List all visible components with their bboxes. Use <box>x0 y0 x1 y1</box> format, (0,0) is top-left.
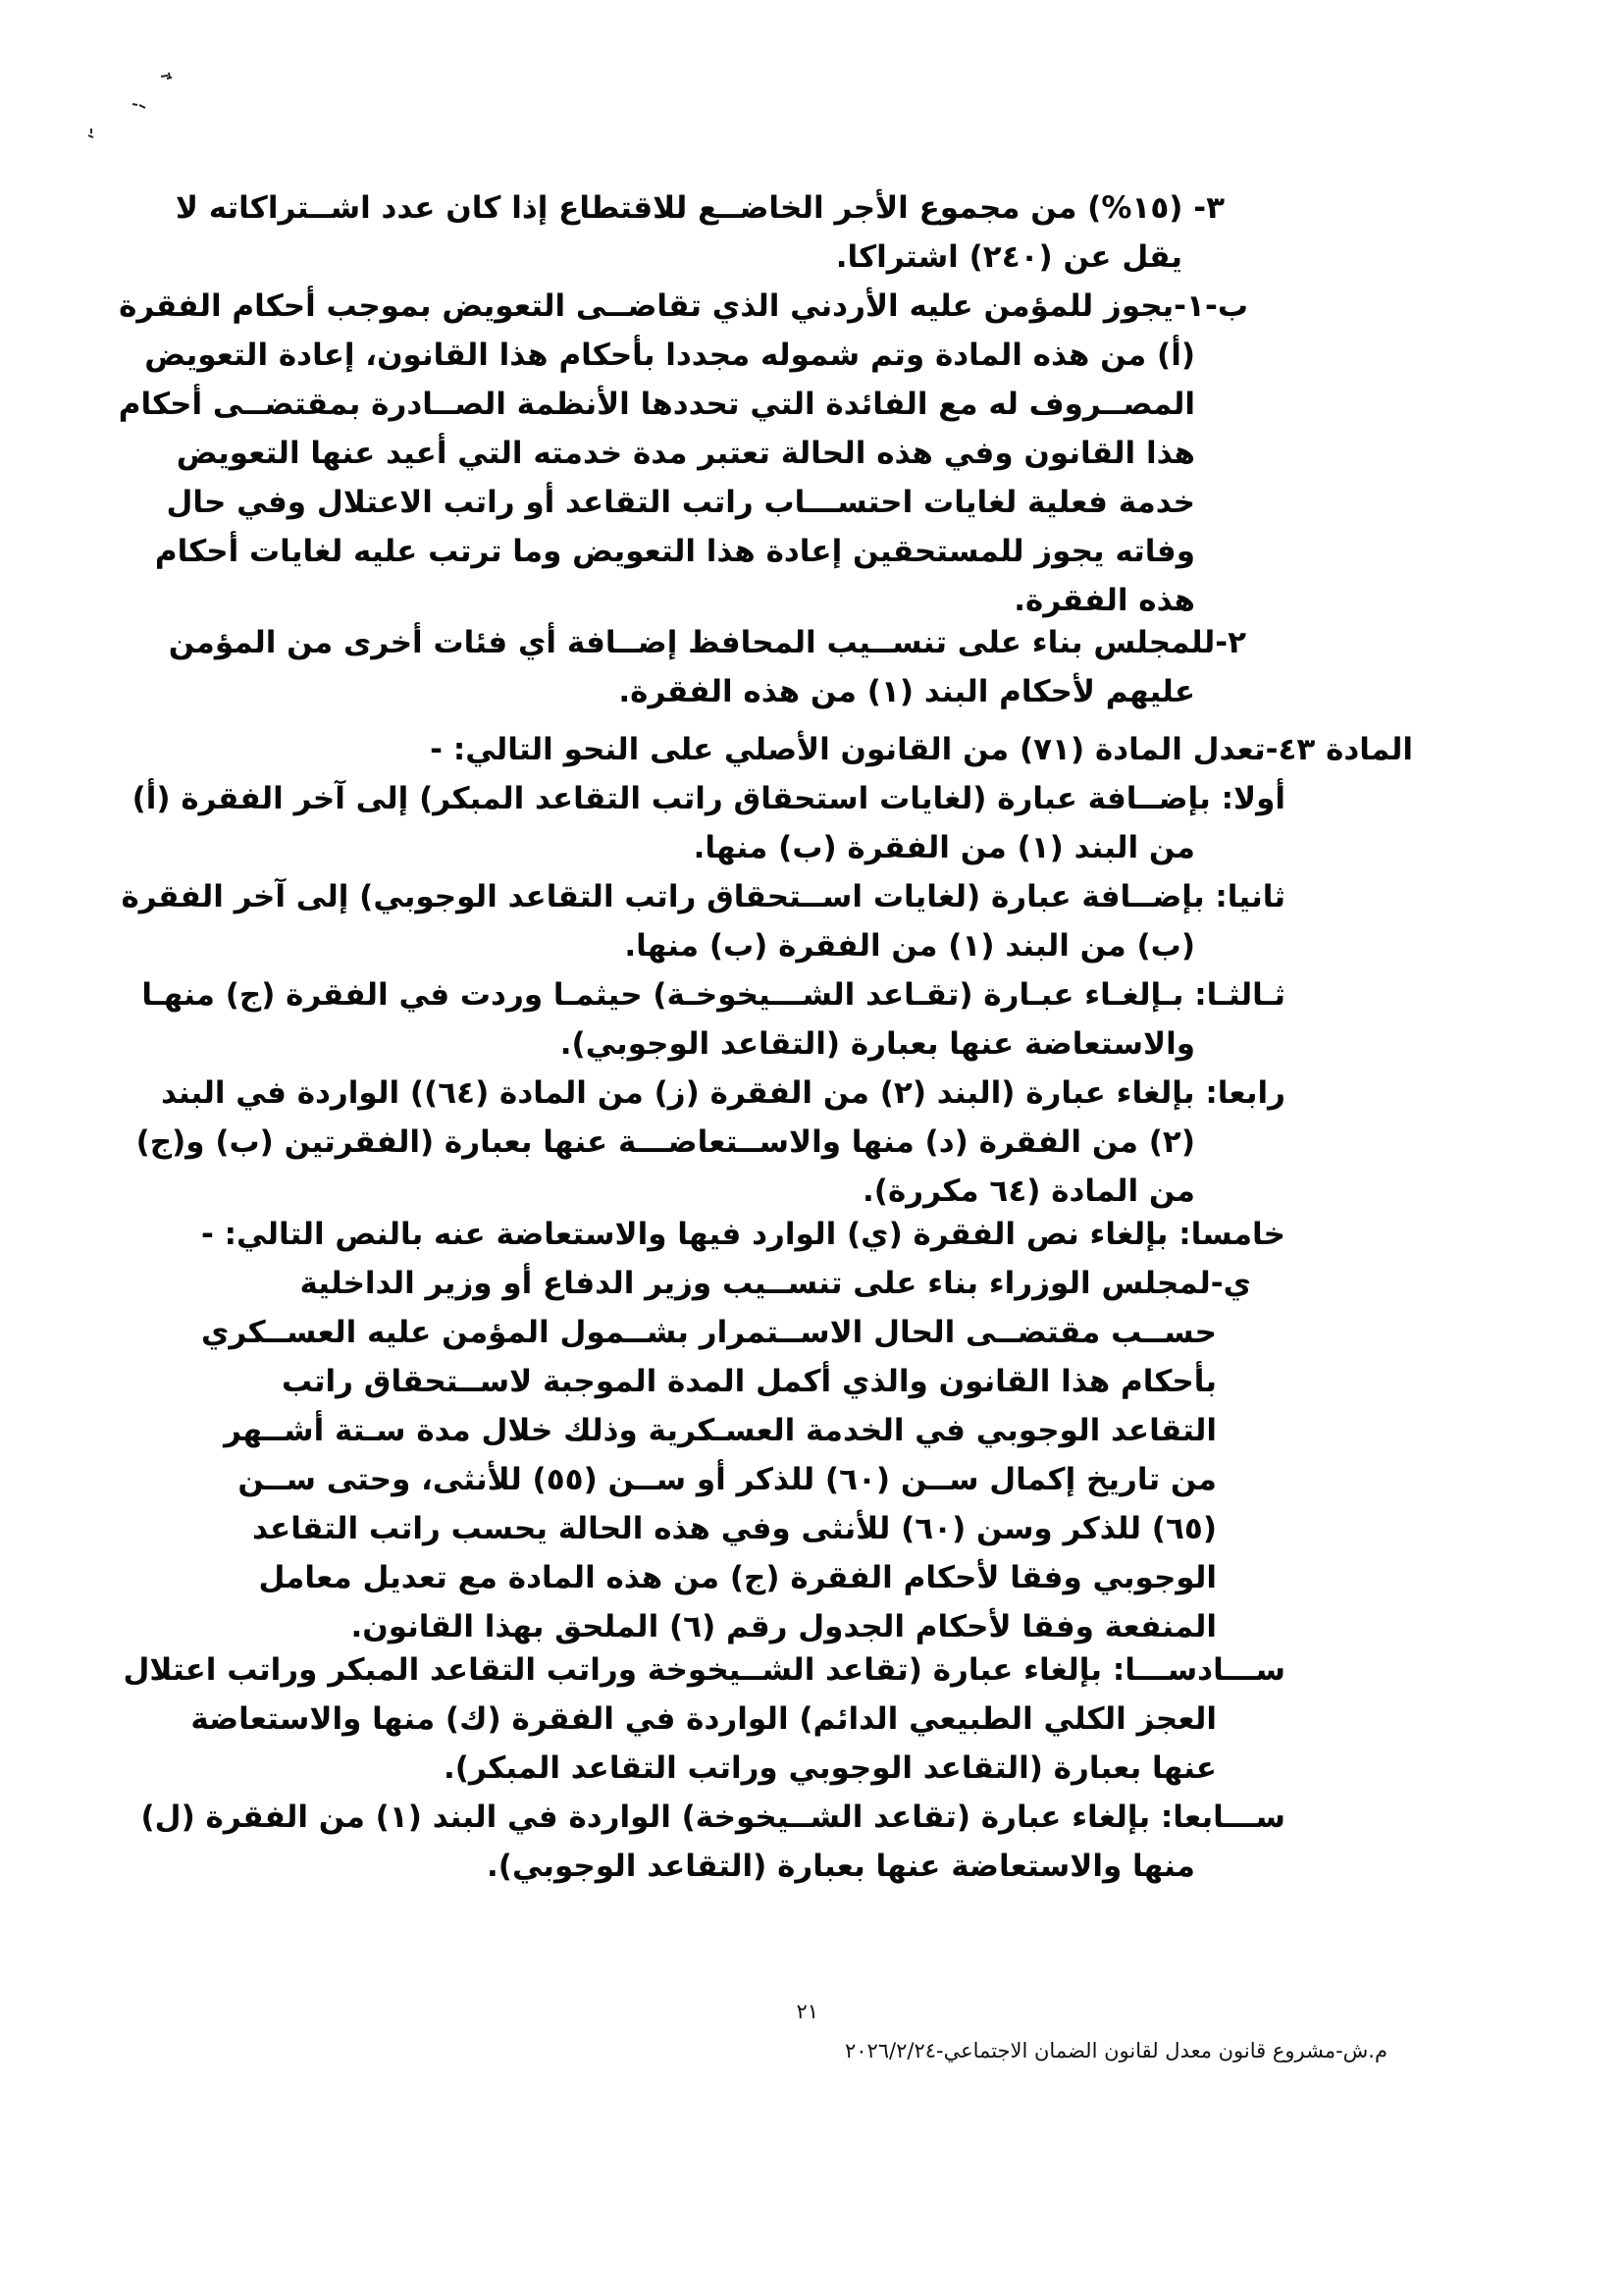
text-line: عنها بعبارة (التقاعد الوجوبي وراتب التقاعد المبكر). <box>444 1750 1217 1786</box>
text-line: (أ) من هذه المادة وتم شموله مجددا بأحكام هذا القانون، إعادة التعويض <box>144 338 1195 373</box>
text-line: حســب مقتضــى الحال الاســتمرار بشــمول المؤمن عليه العســكري <box>200 1315 1217 1350</box>
scan-mark-3 <box>86 128 94 133</box>
text-line: العجز الكلي الطبيعي الدائم) الواردة في الفقرة (ك) منها والاستعاضة <box>190 1701 1217 1737</box>
text-line: من المادة (٦٤ مكررة). <box>863 1174 1195 1209</box>
text-line: المصــروف له مع الفائدة التي تحددها الأنظمة الصــادرة بمقتضــى أحكام <box>118 387 1195 422</box>
text-line: عليهم لأحكام البند (١) من هذه الفقرة. <box>618 674 1195 709</box>
text-line: من تاريخ إكمال ســن (٦٠) للذكر أو ســن (٥٥) للأنثى، وحتى ســن <box>237 1462 1217 1497</box>
scan-mark-1 <box>160 71 168 77</box>
text-line: منها والاستعاضة عنها بعبارة (التقاعد الوجوبي). <box>487 1849 1195 1884</box>
text-line: خدمة فعلية لغايات احتســـاب راتب التقاعد أو راتب الاعتلال وفي حال <box>166 485 1195 520</box>
text-line: ب-١-يجوز للمؤمن عليه الأردني الذي تقاضــى التعويض بموجب أحكام الفقرة <box>119 288 1248 324</box>
text-line: بأحكام هذا القانون والذي أكمل المدة الموجبة لاســتحقاق راتب <box>282 1364 1217 1399</box>
text-line: ســـابعا: بإلغاء عبارة (تقاعد الشــيخوخة) الواردة في البند (١) من الفقرة (ل) <box>140 1800 1285 1835</box>
page-number: ٢١ <box>796 2000 818 2023</box>
text-line: ثـالثـا: بـإلغـاء عبـارة (تقـاعد الشـــيخوخـة) حيثمـا وردت في الفقرة (ج) منهـا <box>141 977 1285 1013</box>
text-line: المادة ٤٣-تعدل المادة (٧١) من القانون الأصلي على النحو التالي: - <box>430 732 1413 767</box>
text-line: أولا: بإضــافة عبارة (لغايات استحقاق راتب التقاعد المبكر) إلى آخر الفقرة (أ) <box>131 781 1285 816</box>
text-line: المنفعة وفقا لأحكام الجدول رقم (٦) الملحق بهذا القانون. <box>350 1609 1217 1644</box>
text-line: ي-لمجلس الوزراء بناء على تنســيب وزير الدفاع أو وزير الداخلية <box>299 1266 1251 1301</box>
text-line: وفاته يجوز للمستحقين إعادة هذا التعويض وما ترتب عليه لغايات أحكام <box>154 534 1195 569</box>
footer-doc-label: م.ش-مشروع قانون معدل لقانون الضمان الاجتماعي-٢٠٢٦/٢/٢٤ <box>844 2039 1387 2062</box>
text-line: ٢-للمجلس بناء على تنســيب المحافظ إضــافة أي فئات أخرى من المؤمن <box>168 625 1246 660</box>
text-line: خامسا: بإلغاء نص الفقرة (ي) الوارد فيها والاستعاضة عنه بالنص التالي: - <box>200 1217 1285 1252</box>
text-line: والاستعاضة عنها بعبارة (التقاعد الوجوبي). <box>559 1026 1195 1062</box>
text-line: الوجوبي وفقا لأحكام الفقرة (ج) من هذه المادة مع تعديل معامل <box>258 1560 1217 1595</box>
text-line: ســـادســـا: بإلغاء عبارة (تقاعد الشــيخوخة وراتب التقاعد المبكر وراتب اعتلال <box>123 1652 1285 1688</box>
text-line: من البند (١) من الفقرة (ب) منها. <box>693 830 1195 865</box>
text-line: (٦٥) للذكر وسن (٦٠) للأنثى وفي هذه الحالة يحسب راتب التقاعد <box>252 1511 1217 1546</box>
text-line: (ب) من البند (١) من الفقرة (ب) منها. <box>624 928 1195 964</box>
text-line: (٢) من الفقرة (د) منها والاســتعاضـــة عنها بعبارة (الفقرتين (ب) و(ج) <box>135 1124 1195 1160</box>
text-line: رابعا: بإلغاء عبارة (البند (٢) من الفقرة (ز) من المادة (٦٤)) الواردة في البند <box>160 1075 1285 1111</box>
text-line: ٣- (١٥%) من مجموع الأجر الخاضــع للاقتطاع إذا كان عدد اشــتراكاته لا <box>175 190 1225 226</box>
text-line: هذه الفقرة. <box>1014 583 1195 618</box>
text-line: ثانيا: بإضــافة عبارة (لغايات اســتحقاق راتب التقاعد الوجوبي) إلى آخر الفقرة <box>121 879 1285 914</box>
text-line: هذا القانون وفي هذه الحالة تعتبر مدة خدمته التي أعيد عنها التعويض <box>176 436 1195 471</box>
text-line: التقاعد الوجوبي في الخدمة العسـكرية وذلك خلال مدة سـتة أشــهر <box>224 1413 1217 1448</box>
scan-mark-2 <box>131 102 139 108</box>
text-line: يقل عن (٢٤٠) اشتراكا. <box>835 239 1182 275</box>
